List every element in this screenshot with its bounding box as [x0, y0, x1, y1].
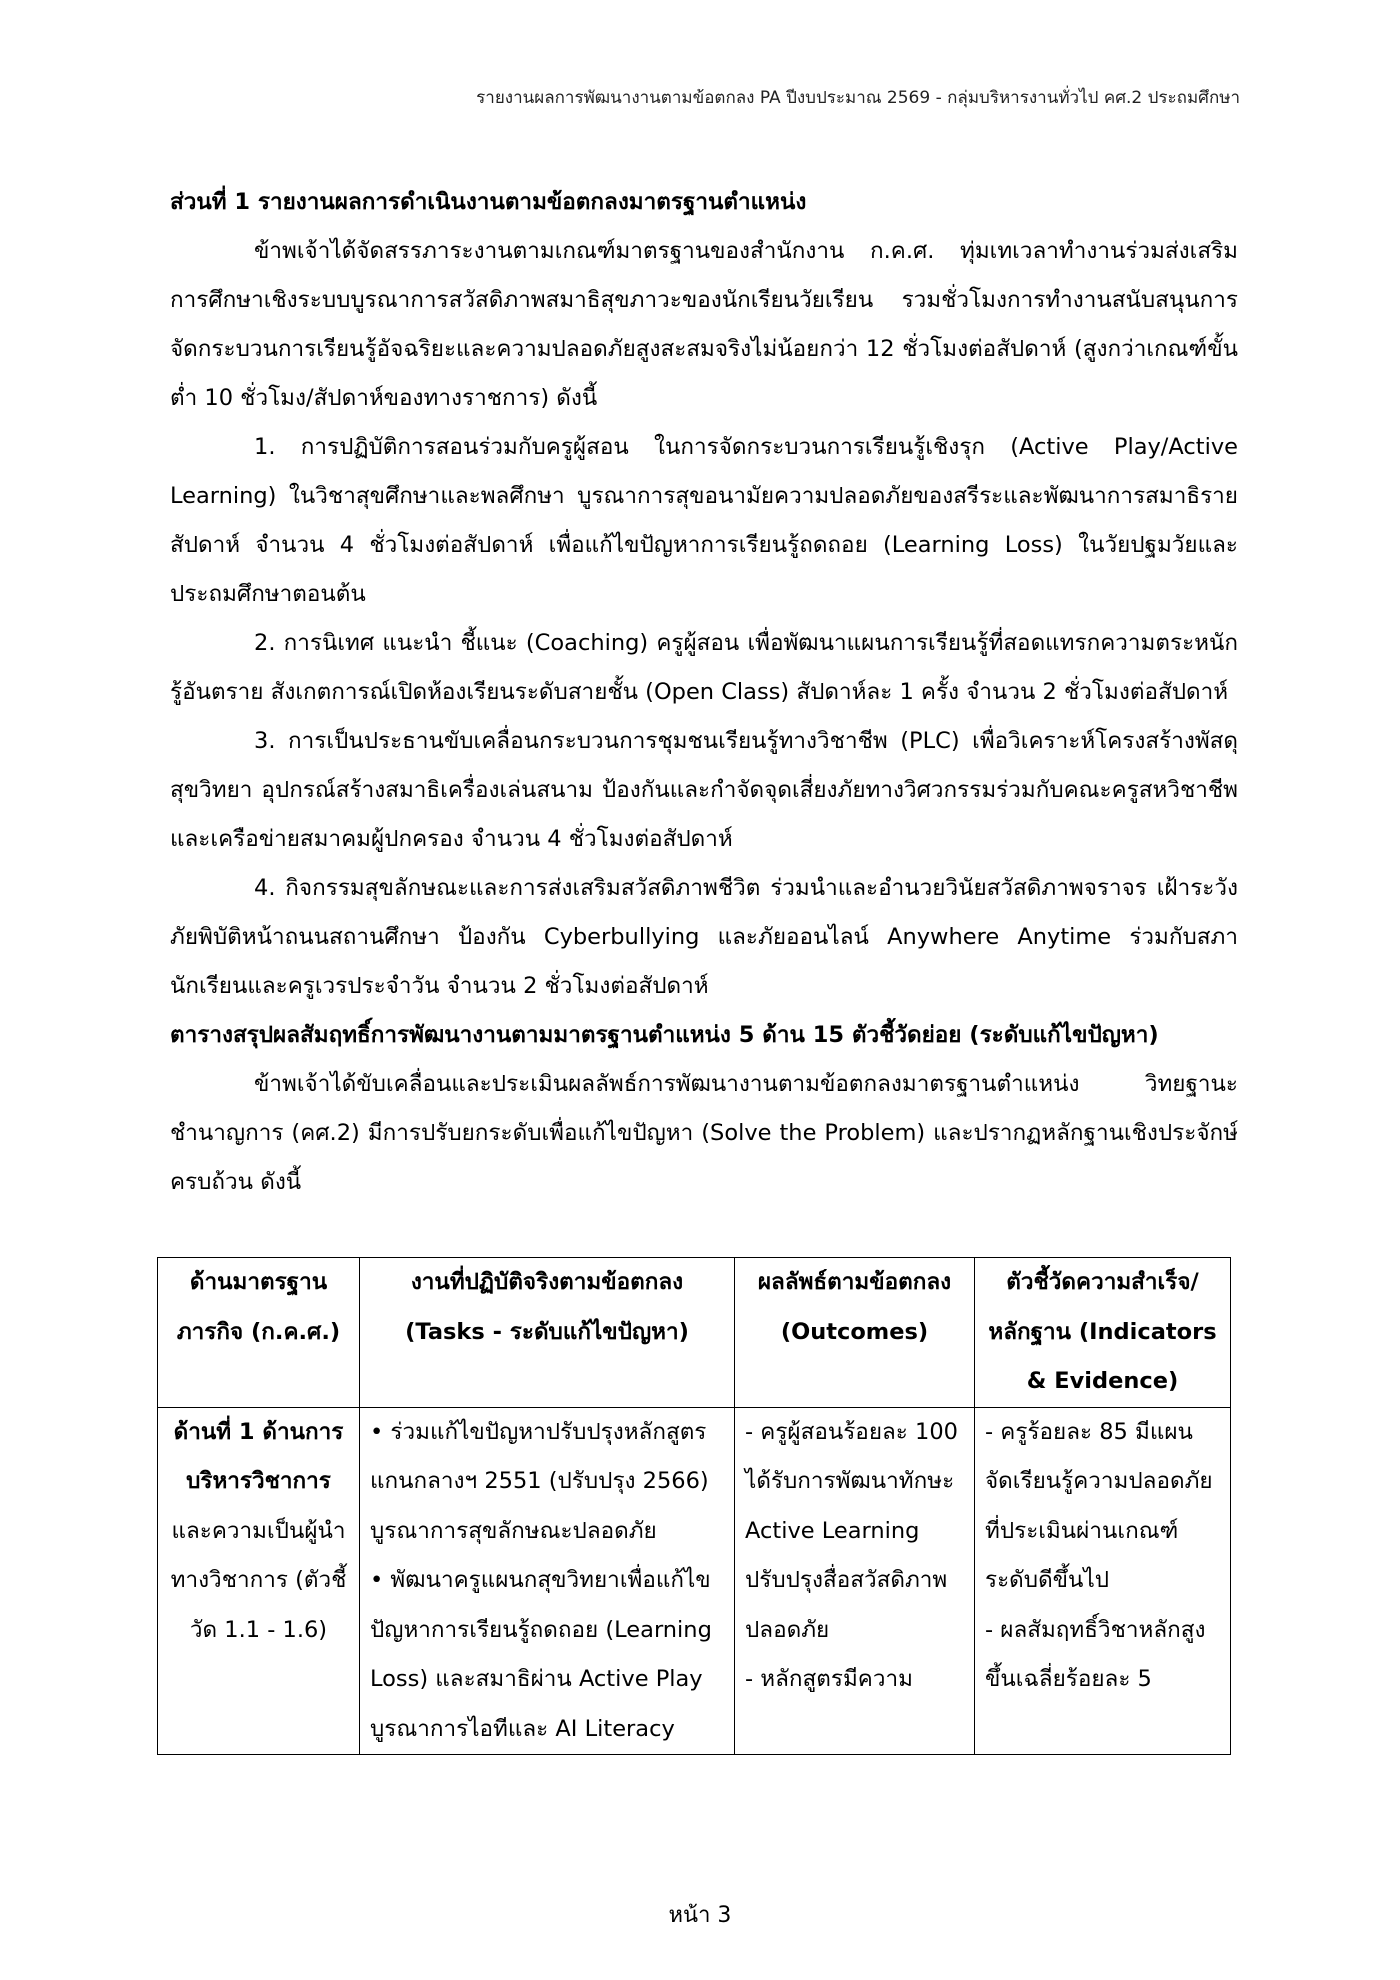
header-tasks: งานที่ปฏิบัติจริงตามข้อตกลง (Tasks - ระดับแก้ไขปัญหา): [360, 1258, 735, 1408]
table-header-row: [158, 1258, 1231, 1408]
summary-title: ตารางสรุปผลสัมฤทธิ์การพัฒนางานตามมาตรฐานตำแหน่ง 5 ด้าน 15 ตัวชี้วัดย่อย (ระดับแก้ไขปัญหา): [170, 1022, 1159, 1048]
cell-indicators: [975, 1407, 1231, 1755]
page-header: รายงานผลการพัฒนางานตามข้อตกลง PA ปีงบประมาณ 2569 - กลุ่มบริหารงานทั่วไป คศ.2 ประถมศึกษา: [476, 88, 1240, 108]
main-content: [170, 178, 1238, 1207]
header-indicators: ตัวชี้วัดความสำเร็จ/ หลักฐาน (Indicators & Evidence): [975, 1258, 1231, 1408]
list-item: 3. การเป็นประธานขับเคลื่อนกระบวนการชุมชนเรียนรู้ทางวิชาชีพ (PLC) เพื่อวิเคราะห์โครงสร้างพัสดุสุขวิทยา อุปกรณ์สร้างสมาธิเครื่องเล่นสนาม ป้องกันและกำจัดจุดเสี่ยงภัยทางวิศวกรรมร่วมกับคณะครูสหวิชาชีพ และเครือข่ายสมาคมผู้ปกครอง จำนวน 4 ชั่วโมงต่อสัปดาห์: [170, 728, 1238, 852]
list-item: 1. การปฏิบัติการสอนร่วมกับครูผู้สอน ในการจัดกระบวนการเรียนรู้เชิงรุก (Active Play/Active Learning) ในวิชาสุขศึกษาและพลศึกษา บูรณาการสุขอนามัยความปลอดภัยของสรีระและพัฒนาการสมาธิรายสัปดาห์ จำนวน 4 ชั่วโมงต่อสัปดาห์ เพื่อแก้ไขปัญหาการเรียนรู้ถดถอย (Learning Loss) ในวัยปฐมวัยและประถมศึกษาตอนต้น: [170, 434, 1238, 607]
indicator-item: - ผลสัมฤทธิ์วิชาหลักสูงขึ้นเฉลี่ยร้อยละ 5: [985, 1616, 1206, 1692]
section-title: ส่วนที่ 1 รายงานผลการดำเนินงานตามข้อตกลงมาตรฐานตำแหน่ง: [170, 189, 807, 215]
task-item: • ร่วมแก้ไขปัญหาปรับปรุงหลักสูตรแกนกลางฯ 2551 (ปรับปรุง 2566) บูรณาการสุขลักษณะปลอดภัย: [370, 1418, 709, 1544]
table-row: [158, 1407, 1231, 1755]
area-detail: และความเป็นผู้นำทางวิชาการ (ตัวชี้วัด 1.1 - 1.6): [170, 1517, 347, 1643]
cell-tasks: [360, 1407, 735, 1755]
area-title: ด้านที่ 1 ด้านการบริหารวิชาการ: [173, 1418, 344, 1494]
task-item: • พัฒนาครูแผนกสุขวิทยาเพื่อแก้ไขปัญหาการเรียนรู้ถดถอย (Learning Loss) และสมาธิผ่าน Active Play บูรณาการไอทีและ AI Literacy: [370, 1567, 712, 1742]
outcome-item: - ครูผู้สอนร้อยละ 100 ได้รับการพัฒนาทักษะ Active Learning ปรับปรุงสื่อสวัสดิภาพปลอดภัย: [745, 1418, 958, 1643]
list-item: 2. การนิเทศ แนะนำ ชี้แนะ (Coaching) ครูผู้สอน เพื่อพัฒนาแผนการเรียนรู้ที่สอดแทรกความตระหนักรู้อันตราย สังเกตการณ์เปิดห้องเรียนระดับสายชั้น (Open Class) สัปดาห์ละ 1 ครั้ง จำนวน 2 ชั่วโมงต่อสัปดาห์: [170, 630, 1238, 705]
outcome-item: - หลักสูตรมีความ: [745, 1666, 913, 1692]
cell-area: [158, 1407, 360, 1755]
section-intro: ข้าพเจ้าได้จัดสรรภาระงานตามเกณฑ์มาตรฐานของสำนักงาน ก.ค.ศ. ทุ่มเทเวลาทำงานร่วมส่งเสริมการศึกษาเชิงระบบบูรณาการสวัสดิภาพสมาธิสุขภาวะของนักเรียนวัยเรียน รวมชั่วโมงการทำงานสนับสนุนการจัดกระบวนการเรียนรู้อัจฉริยะและความปลอดภัยสูงสะสมจริงไม่น้อยกว่า 12 ชั่วโมงต่อสัปดาห์ (สูงกว่าเกณฑ์ขั้นต่ำ 10 ชั่วโมง/สัปดาห์ของทางราชการ) ดังนี้: [170, 238, 1238, 411]
cell-outcomes: [735, 1407, 975, 1755]
summary-table: [157, 1257, 1231, 1755]
indicator-item: - ครูร้อยละ 85 มีแผนจัดเรียนรู้ความปลอดภัยที่ประเมินผ่านเกณฑ์ระดับดีขึ้นไป: [985, 1418, 1213, 1593]
page-number: หน้า 3: [668, 1903, 732, 1928]
summary-intro: ข้าพเจ้าได้ขับเคลื่อนและประเมินผลลัพธ์การพัฒนางานตามข้อตกลงมาตรฐานตำแหน่ง วิทยฐานะชำนาญการ (คศ.2) มีการปรับยกระดับเพื่อแก้ไขปัญหา (Solve the Problem) และปรากฏหลักฐานเชิงประจักษ์ครบถ้วน ดังนี้: [170, 1071, 1238, 1195]
list-item: 4. กิจกรรมสุขลักษณะและการส่งเสริมสวัสดิภาพชีวิต ร่วมนำและอำนวยวินัยสวัสดิภาพจราจร เฝ้าระวังภัยพิบัติหน้าถนนสถานศึกษา ป้องกัน Cyberbullying และภัยออนไลน์ Anywhere Anytime ร่วมกับสภานักเรียนและครูเวรประจำวัน จำนวน 2 ชั่วโมงต่อสัปดาห์: [170, 875, 1238, 999]
header-standard-area: ด้านมาตรฐานภารกิจ (ก.ค.ศ.): [158, 1258, 360, 1408]
header-outcomes: ผลลัพธ์ตามข้อตกลง (Outcomes): [735, 1258, 975, 1408]
